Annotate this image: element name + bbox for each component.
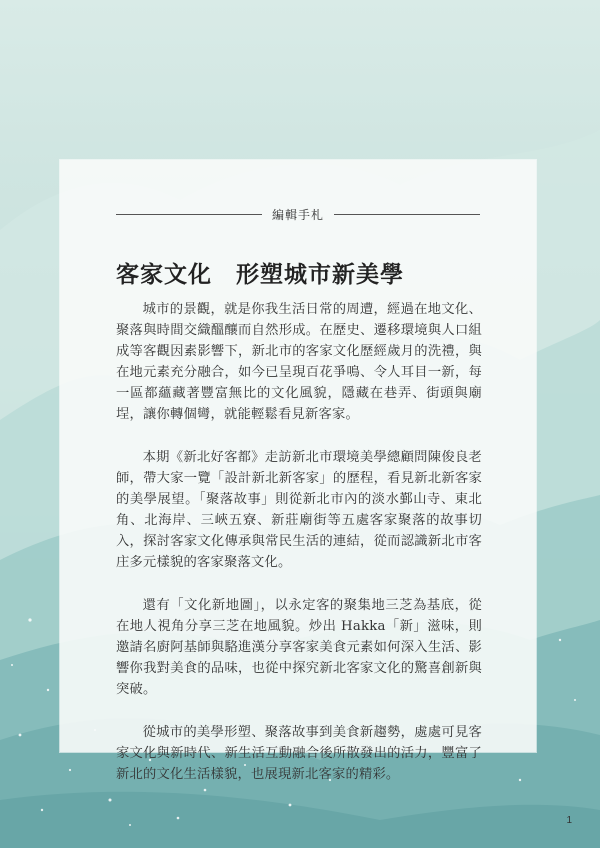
paragraph-2: 本期《新北好客都》走訪新北市環境美學總顧問陳俊良老師，帶大家一覽「設計新北新客家」的歷程，看見新北新客家的美學展望。「聚落故事」則從新北市內的淡水鄞山寺、東北角、北海岸、三峽五寮、新莊廟街等五處客家聚落的故事切入，探討客家文化傳承與常民生活的連結，從而認識新北市客庄多元樣貌的客家聚落文化。: [116, 450, 482, 570]
section-label-row: [116, 206, 480, 222]
section-label: 編輯手札: [272, 207, 325, 222]
paragraph-4: 從城市的美學形塑、聚落故事到美食新趨勢，處處可見客家文化與新時代、新生活互動融合後所散發出的活力，豐富了新北的文化生活樣貌，也展現新北客家的精彩。: [116, 725, 482, 782]
page-number: 1: [566, 815, 572, 826]
article-title: 客家文化 形塑城市新美學: [116, 261, 404, 288]
article-body: [116, 299, 482, 807]
label-rule-right: [334, 214, 480, 215]
editorial-card: [60, 160, 536, 782]
paragraph-1: 城市的景觀，就是你我生活日常的周遭，經過在地文化、聚落與時間交織醞釀而自然形成。在歷史、遷移環境與人口組成等客觀因素影響下，新北市的客家文化歷經歲月的洗禮，與在地元素充分融合，如今已呈現百花爭鳴、令人耳目一新，每一區都蘊藏著豐富無比的文化風貌，隱藏在巷弄、街頭與廟埕，讓你轉個彎，就能輕鬆看見新客家。: [116, 302, 482, 422]
paragraph-3: 還有「文化新地圖」，以永定客的聚集地三芝為基底，從在地人視角分享三芝在地風貌。炒出 Hakka「新」滋味，則邀請名廚阿基師與駱進漢分享客家美食元素如何深入生活、影響你我對美食的品味，也從中探究新北客家文化的驚喜創新與突破。: [116, 598, 482, 697]
label-rule-left: [116, 214, 262, 215]
